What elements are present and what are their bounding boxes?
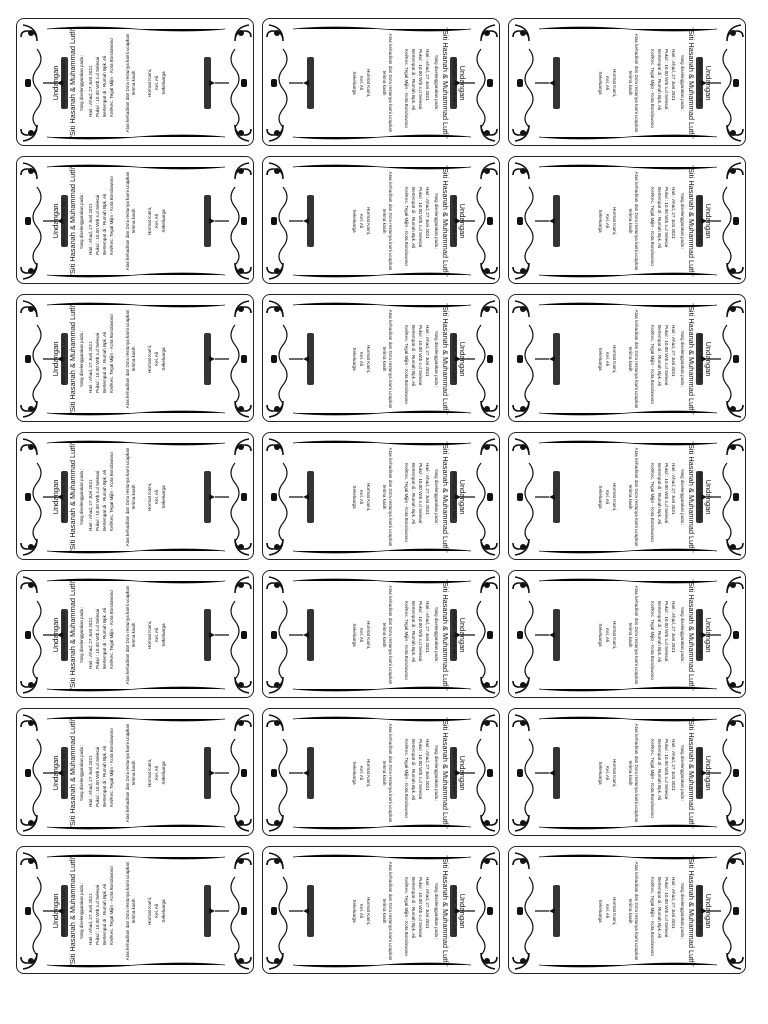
couple-names: "Siti Hasanah & Muhammad Lutfi" [441,441,450,553]
regards: Hormat Kami, [612,482,617,512]
closing-text: Atas kehadiran dan Do'a restunya kami ucapkan terima kasih [382,309,393,409]
card-title: Undangan [458,479,467,515]
card-subtitle: Walimatul ursy anak kami : [698,58,703,108]
card-text [17,433,254,560]
family-name: Kel. Ali [154,765,159,781]
event-address: Kel/Kec. Tegal Mijin - Kota Bondowoso [650,49,655,128]
family-suffix: Sekeluarga [161,485,166,509]
event-time: Pukul : 10.00 WIb s.d Selesai [664,877,669,938]
held-on-label: Yang diselenggarakan pada : [434,54,439,112]
family-suffix: Sekeluarga [352,899,357,923]
regards: Hormat Kami, [147,896,152,926]
card-subtitle: Walimatul ursy anak kami : [452,334,457,384]
family-name: Kel. Ali [605,627,610,643]
event-day: Hari : Ahad, 27 Juni 2021 [425,463,430,515]
event-day: Hari : Ahad, 27 Juni 2021 [88,341,93,393]
event-place: Bertempat di : Rumah Bpk. Ali [411,877,416,939]
held-on-label: Yang diselenggarakan pada : [680,192,685,250]
regards: Hormat Kami, [366,206,371,236]
event-place: Bertempat di : Rumah Bpk. Ali [411,463,416,525]
held-on-label: Yang diselenggarakan pada : [680,54,685,112]
invitation-card [262,156,500,284]
event-time: Pukul : 10.00 WIb s.d Selesai [664,187,669,248]
card-subtitle: Walimatul ursy anak kami : [698,472,703,522]
invitation-card [508,846,746,974]
regards: Hormat Kami, [366,344,371,374]
event-address: Kel/Kec. Tegal Mijin - Kota Bondowoso [404,739,409,818]
family-suffix: Sekeluarga [598,623,603,647]
regards: Hormat Kami, [147,482,152,512]
family-suffix: Sekeluarga [352,761,357,785]
card-subtitle: Walimatul ursy anak kami : [61,472,66,522]
closing-text: Atas kehadiran dan Do'a restunya kami ucapkan terima kasih [382,171,393,271]
event-address: Kel/Kec. Tegal Mijin - Kota Bondowoso [650,325,655,404]
event-place: Bertempat di : Rumah Bpk. Ali [102,883,107,945]
family-suffix: Sekeluarga [352,347,357,371]
event-time: Pukul : 10.00 WIb s.d Selesai [664,325,669,386]
card-subtitle: Walimatul ursy anak kami : [452,196,457,246]
event-day: Hari : Ahad, 27 Juni 2021 [671,49,676,101]
invitation-card [262,708,500,836]
event-day: Hari : Ahad, 27 Juni 2021 [425,601,430,653]
held-on-label: Yang diselenggarakan pada : [434,192,439,250]
regards: Hormat Kami, [147,206,152,236]
family-name: Kel. Ali [154,627,159,643]
held-on-label: Yang diselenggarakan pada : [79,744,84,802]
family-suffix: Sekeluarga [161,209,166,233]
card-title: Undangan [704,755,713,791]
event-day: Hari : Ahad, 27 Juni 2021 [671,601,676,653]
event-place: Bertempat di : Rumah Bpk. Ali [411,187,416,249]
event-address: Kel/Kec. Tegal Mijin - Kota Bondowoso [650,463,655,542]
card-subtitle: Walimatul ursy anak kami : [61,610,66,660]
invitation-card [16,294,254,422]
event-place: Bertempat di : Rumah Bpk. Ali [411,49,416,111]
family-name: Kel. Ali [605,903,610,919]
event-time: Pukul : 10.00 WIb s.d Selesai [95,194,100,255]
card-text [509,19,746,146]
card-text [263,571,500,698]
card-title: Undangan [458,341,467,377]
couple-names: "Siti Hasanah & Muhammad Lutfi" [68,855,77,967]
couple-names: "Siti Hasanah & Muhammad Lutfi" [687,165,696,277]
held-on-label: Yang diselenggarakan pada : [680,744,685,802]
card-text [509,847,746,974]
regards: Hormat Kami, [366,758,371,788]
card-text [17,571,254,698]
closing-text: Atas kehadiran dan Do'a restunya kami ucapkan terima kasih [382,447,393,547]
regards: Hormat Kami, [147,68,152,98]
held-on-label: Yang diselenggarakan pada : [79,882,84,940]
event-place: Bertempat di : Rumah Bpk. Ali [102,55,107,117]
card-subtitle: Walimatul ursy anak kami : [698,886,703,936]
event-place: Bertempat di : Rumah Bpk. Ali [102,469,107,531]
card-text [17,295,254,422]
event-time: Pukul : 10.00 WIb s.d Selesai [95,746,100,807]
regards: Hormat Kami, [147,758,152,788]
closing-text: Atas kehadiran dan Do'a restunya kami ucapkan terima kasih [125,585,136,685]
card-text [509,571,746,698]
card-title: Undangan [458,65,467,101]
family-name: Kel. Ali [605,765,610,781]
regards: Hormat Kami, [612,896,617,926]
invitation-card [16,18,254,146]
event-place: Bertempat di : Rumah Bpk. Ali [102,745,107,807]
invitation-card [508,432,746,560]
couple-names: "Siti Hasanah & Muhammad Lutfi" [441,27,450,139]
closing-text: Atas kehadiran dan Do'a restunya kami ucapkan terima kasih [628,861,639,961]
family-suffix: Sekeluarga [161,761,166,785]
card-text [509,709,746,836]
event-time: Pukul : 10.00 WIb s.d Selesai [418,187,423,248]
couple-names: "Siti Hasanah & Muhammad Lutfi" [441,303,450,415]
family-suffix: Sekeluarga [598,71,603,95]
card-subtitle: Walimatul ursy anak kami : [452,748,457,798]
family-suffix: Sekeluarga [598,485,603,509]
event-place: Bertempat di : Rumah Bpk. Ali [657,739,662,801]
closing-text: Atas kehadiran dan Do'a restunya kami ucapkan terima kasih [125,171,136,271]
card-subtitle: Walimatul ursy anak kami : [698,196,703,246]
event-place: Bertempat di : Rumah Bpk. Ali [657,601,662,663]
closing-text: Atas kehadiran dan Do'a restunya kami ucapkan terima kasih [628,309,639,409]
couple-names: "Siti Hasanah & Muhammad Lutfi" [68,441,77,553]
event-time: Pukul : 10.00 WIb s.d Selesai [664,739,669,800]
card-title: Undangan [51,617,60,653]
card-subtitle: Walimatul ursy anak kami : [452,472,457,522]
event-time: Pukul : 10.00 WIb s.d Selesai [664,463,669,524]
event-place: Bertempat di : Rumah Bpk. Ali [411,325,416,387]
card-title: Undangan [458,755,467,791]
invitation-card [262,846,500,974]
invitation-card [16,708,254,836]
event-time: Pukul : 10.00 WIb s.d Selesai [95,884,100,945]
couple-names: "Siti Hasanah & Muhammad Lutfi" [687,441,696,553]
card-text [263,433,500,560]
family-name: Kel. Ali [605,213,610,229]
card-title: Undangan [51,755,60,791]
card-title: Undangan [51,893,60,929]
closing-text: Atas kehadiran dan Do'a restunya kami ucapkan terima kasih [628,171,639,271]
invitation-card [16,432,254,560]
event-time: Pukul : 10.00 WIb s.d Selesai [664,601,669,662]
closing-text: Atas kehadiran dan Do'a restunya kami ucapkan terima kasih [125,33,136,133]
event-time: Pukul : 10.00 WIb s.d Selesai [418,601,423,662]
closing-text: Atas kehadiran dan Do'a restunya kami ucapkan terima kasih [628,447,639,547]
couple-names: "Siti Hasanah & Muhammad Lutfi" [441,579,450,691]
card-text [263,157,500,284]
card-subtitle: Walimatul ursy anak kami : [452,610,457,660]
held-on-label: Yang diselenggarakan pada : [680,882,685,940]
couple-names: "Siti Hasanah & Muhammad Lutfi" [441,165,450,277]
held-on-label: Yang diselenggarakan pada : [434,744,439,802]
family-name: Kel. Ali [359,489,364,505]
invitation-card [16,846,254,974]
event-place: Bertempat di : Rumah Bpk. Ali [102,193,107,255]
card-text [509,295,746,422]
event-time: Pukul : 10.00 WIb s.d Selesai [418,739,423,800]
event-time: Pukul : 10.00 WIb s.d Selesai [95,608,100,669]
couple-names: "Siti Hasanah & Muhammad Lutfi" [68,303,77,415]
card-title: Undangan [458,893,467,929]
event-day: Hari : Ahad, 27 Juni 2021 [671,325,676,377]
event-place: Bertempat di : Rumah Bpk. Ali [102,607,107,669]
family-name: Kel. Ali [359,627,364,643]
held-on-label: Yang diselenggarakan pada : [434,468,439,526]
family-name: Kel. Ali [154,903,159,919]
event-day: Hari : Ahad, 27 Juni 2021 [88,65,93,117]
held-on-label: Yang diselenggarakan pada : [434,606,439,664]
event-address: Kel/Kec. Tegal Mijin - Kota Bondowoso [650,601,655,680]
regards: Hormat Kami, [366,620,371,650]
event-address: Kel/Kec. Tegal Mijin - Kota Bondowoso [109,452,114,531]
card-text [263,847,500,974]
family-name: Kel. Ali [154,489,159,505]
event-place: Bertempat di : Rumah Bpk. Ali [657,325,662,387]
regards: Hormat Kami, [612,68,617,98]
event-place: Bertempat di : Rumah Bpk. Ali [657,463,662,525]
event-day: Hari : Ahad, 27 Juni 2021 [88,479,93,531]
card-text [17,19,254,146]
card-title: Undangan [51,479,60,515]
family-suffix: Sekeluarga [598,209,603,233]
family-name: Kel. Ali [154,351,159,367]
event-day: Hari : Ahad, 27 Juni 2021 [671,463,676,515]
event-time: Pukul : 10.00 WIb s.d Selesai [418,325,423,386]
family-suffix: Sekeluarga [598,899,603,923]
event-address: Kel/Kec. Tegal Mijin - Kota Bondowoso [404,49,409,128]
family-name: Kel. Ali [359,351,364,367]
invitation-card [262,294,500,422]
event-time: Pukul : 10.00 WIb s.d Selesai [418,463,423,524]
event-time: Pukul : 10.00 WIb s.d Selesai [664,49,669,110]
invitation-card [262,432,500,560]
family-suffix: Sekeluarga [161,899,166,923]
invitation-card [262,18,500,146]
closing-text: Atas kehadiran dan Do'a restunya kami ucapkan terima kasih [125,447,136,547]
held-on-label: Yang diselenggarakan pada : [79,54,84,112]
event-time: Pukul : 10.00 WIb s.d Selesai [418,877,423,938]
event-day: Hari : Ahad, 27 Juni 2021 [671,877,676,929]
event-place: Bertempat di : Rumah Bpk. Ali [102,331,107,393]
family-name: Kel. Ali [359,213,364,229]
event-day: Hari : Ahad, 27 Juni 2021 [425,187,430,239]
card-title: Undangan [704,203,713,239]
held-on-label: Yang diselenggarakan pada : [79,606,84,664]
held-on-label: Yang diselenggarakan pada : [680,468,685,526]
regards: Hormat Kami, [612,206,617,236]
event-address: Kel/Kec. Tegal Mijin - Kota Bondowoso [109,176,114,255]
family-name: Kel. Ali [359,75,364,91]
card-text [263,709,500,836]
closing-text: Atas kehadiran dan Do'a restunya kami ucapkan terima kasih [382,723,393,823]
family-name: Kel. Ali [605,75,610,91]
regards: Hormat Kami, [366,896,371,926]
family-suffix: Sekeluarga [161,623,166,647]
closing-text: Atas kehadiran dan Do'a restunya kami ucapkan terima kasih [125,309,136,409]
card-title: Undangan [704,341,713,377]
family-name: Kel. Ali [154,213,159,229]
event-place: Bertempat di : Rumah Bpk. Ali [657,877,662,939]
event-day: Hari : Ahad, 27 Juni 2021 [425,325,430,377]
card-subtitle: Walimatul ursy anak kami : [698,334,703,384]
regards: Hormat Kami, [612,620,617,650]
event-address: Kel/Kec. Tegal Mijin - Kota Bondowoso [109,590,114,669]
held-on-label: Yang diselenggarakan pada : [79,192,84,250]
card-title: Undangan [704,617,713,653]
event-address: Kel/Kec. Tegal Mijin - Kota Bondowoso [109,866,114,945]
event-address: Kel/Kec. Tegal Mijin - Kota Bondowoso [404,463,409,542]
couple-names: "Siti Hasanah & Muhammad Lutfi" [687,579,696,691]
card-subtitle: Walimatul ursy anak kami : [61,196,66,246]
event-day: Hari : Ahad, 27 Juni 2021 [425,739,430,791]
family-name: Kel. Ali [359,765,364,781]
family-name: Kel. Ali [605,489,610,505]
event-address: Kel/Kec. Tegal Mijin - Kota Bondowoso [404,601,409,680]
family-suffix: Sekeluarga [352,209,357,233]
event-time: Pukul : 10.00 WIb s.d Selesai [95,56,100,117]
couple-names: "Siti Hasanah & Muhammad Lutfi" [687,717,696,829]
card-text [17,709,254,836]
card-text [263,295,500,422]
event-time: Pukul : 10.00 WIb s.d Selesai [95,470,100,531]
family-suffix: Sekeluarga [598,761,603,785]
card-subtitle: Walimatul ursy anak kami : [61,886,66,936]
event-place: Bertempat di : Rumah Bpk. Ali [657,49,662,111]
closing-text: Atas kehadiran dan Do'a restunya kami ucapkan terima kasih [125,723,136,823]
regards: Hormat Kami, [147,620,152,650]
card-subtitle: Walimatul ursy anak kami : [61,58,66,108]
event-time: Pukul : 10.00 WIb s.d Selesai [418,49,423,110]
family-suffix: Sekeluarga [598,347,603,371]
invitation-card [508,294,746,422]
card-title: Undangan [51,341,60,377]
event-place: Bertempat di : Rumah Bpk. Ali [657,187,662,249]
held-on-label: Yang diselenggarakan pada : [79,330,84,388]
event-address: Kel/Kec. Tegal Mijin - Kota Bondowoso [109,728,114,807]
event-day: Hari : Ahad, 27 Juni 2021 [88,617,93,669]
family-suffix: Sekeluarga [352,623,357,647]
card-subtitle: Walimatul ursy anak kami : [61,334,66,384]
closing-text: Atas kehadiran dan Do'a restunya kami ucapkan terima kasih [628,585,639,685]
invitation-card [508,18,746,146]
closing-text: Atas kehadiran dan Do'a restunya kami ucapkan terima kasih [125,861,136,961]
couple-names: "Siti Hasanah & Muhammad Lutfi" [441,855,450,967]
family-suffix: Sekeluarga [352,71,357,95]
event-address: Kel/Kec. Tegal Mijin - Kota Bondowoso [109,314,114,393]
card-text [17,157,254,284]
card-title: Undangan [458,203,467,239]
family-name: Kel. Ali [359,903,364,919]
card-title: Undangan [51,65,60,101]
event-address: Kel/Kec. Tegal Mijin - Kota Bondowoso [650,739,655,818]
card-text [509,157,746,284]
event-place: Bertempat di : Rumah Bpk. Ali [411,739,416,801]
event-address: Kel/Kec. Tegal Mijin - Kota Bondowoso [650,877,655,956]
closing-text: Atas kehadiran dan Do'a restunya kami ucapkan terima kasih [382,861,393,961]
closing-text: Atas kehadiran dan Do'a restunya kami ucapkan terima kasih [382,585,393,685]
event-day: Hari : Ahad, 27 Juni 2021 [88,893,93,945]
invitation-card [508,156,746,284]
regards: Hormat Kami, [366,482,371,512]
couple-names: "Siti Hasanah & Muhammad Lutfi" [68,27,77,139]
event-day: Hari : Ahad, 27 Juni 2021 [425,877,430,929]
event-place: Bertempat di : Rumah Bpk. Ali [411,601,416,663]
regards: Hormat Kami, [612,344,617,374]
card-title: Undangan [704,479,713,515]
family-suffix: Sekeluarga [161,347,166,371]
couple-names: "Siti Hasanah & Muhammad Lutfi" [68,165,77,277]
couple-names: "Siti Hasanah & Muhammad Lutfi" [441,717,450,829]
card-title: Undangan [458,617,467,653]
held-on-label: Yang diselenggarakan pada : [434,882,439,940]
event-time: Pukul : 10.00 WIb s.d Selesai [95,332,100,393]
closing-text: Atas kehadiran dan Do'a restunya kami ucapkan terima kasih [628,723,639,823]
card-subtitle: Walimatul ursy anak kami : [452,58,457,108]
event-address: Kel/Kec. Tegal Mijin - Kota Bondowoso [404,187,409,266]
event-address: Kel/Kec. Tegal Mijin - Kota Bondowoso [109,38,114,117]
invitation-card [16,156,254,284]
event-day: Hari : Ahad, 27 Juni 2021 [88,203,93,255]
event-address: Kel/Kec. Tegal Mijin - Kota Bondowoso [404,325,409,404]
held-on-label: Yang diselenggarakan pada : [680,330,685,388]
event-day: Hari : Ahad, 27 Juni 2021 [425,49,430,101]
card-title: Undangan [51,203,60,239]
couple-names: "Siti Hasanah & Muhammad Lutfi" [687,855,696,967]
card-text [263,19,500,146]
event-day: Hari : Ahad, 27 Juni 2021 [671,187,676,239]
invitation-card [508,708,746,836]
event-day: Hari : Ahad, 27 Juni 2021 [88,755,93,807]
card-subtitle: Walimatul ursy anak kami : [61,748,66,798]
card-subtitle: Walimatul ursy anak kami : [698,610,703,660]
held-on-label: Yang diselenggarakan pada : [680,606,685,664]
invitation-card [508,570,746,698]
card-subtitle: Walimatul ursy anak kami : [452,886,457,936]
closing-text: Atas kehadiran dan Do'a restunya kami ucapkan terima kasih [628,33,639,133]
couple-names: "Siti Hasanah & Muhammad Lutfi" [68,717,77,829]
family-suffix: Sekeluarga [161,71,166,95]
family-name: Kel. Ali [605,351,610,367]
invitation-card [16,570,254,698]
card-text [17,847,254,974]
card-text [509,433,746,560]
couple-names: "Siti Hasanah & Muhammad Lutfi" [687,27,696,139]
couple-names: "Siti Hasanah & Muhammad Lutfi" [68,579,77,691]
invitation-card [262,570,500,698]
event-address: Kel/Kec. Tegal Mijin - Kota Bondowoso [650,187,655,266]
regards: Hormat Kami, [147,344,152,374]
held-on-label: Yang diselenggarakan pada : [434,330,439,388]
regards: Hormat Kami, [366,68,371,98]
event-day: Hari : Ahad, 27 Juni 2021 [671,739,676,791]
card-title: Undangan [704,65,713,101]
held-on-label: Yang diselenggarakan pada : [79,468,84,526]
couple-names: "Siti Hasanah & Muhammad Lutfi" [687,303,696,415]
regards: Hormat Kami, [612,758,617,788]
card-title: Undangan [704,893,713,929]
family-suffix: Sekeluarga [352,485,357,509]
card-subtitle: Walimatul ursy anak kami : [698,748,703,798]
family-name: Kel. Ali [154,75,159,91]
event-address: Kel/Kec. Tegal Mijin - Kota Bondowoso [404,877,409,956]
closing-text: Atas kehadiran dan Do'a restunya kami ucapkan terima kasih [382,33,393,133]
